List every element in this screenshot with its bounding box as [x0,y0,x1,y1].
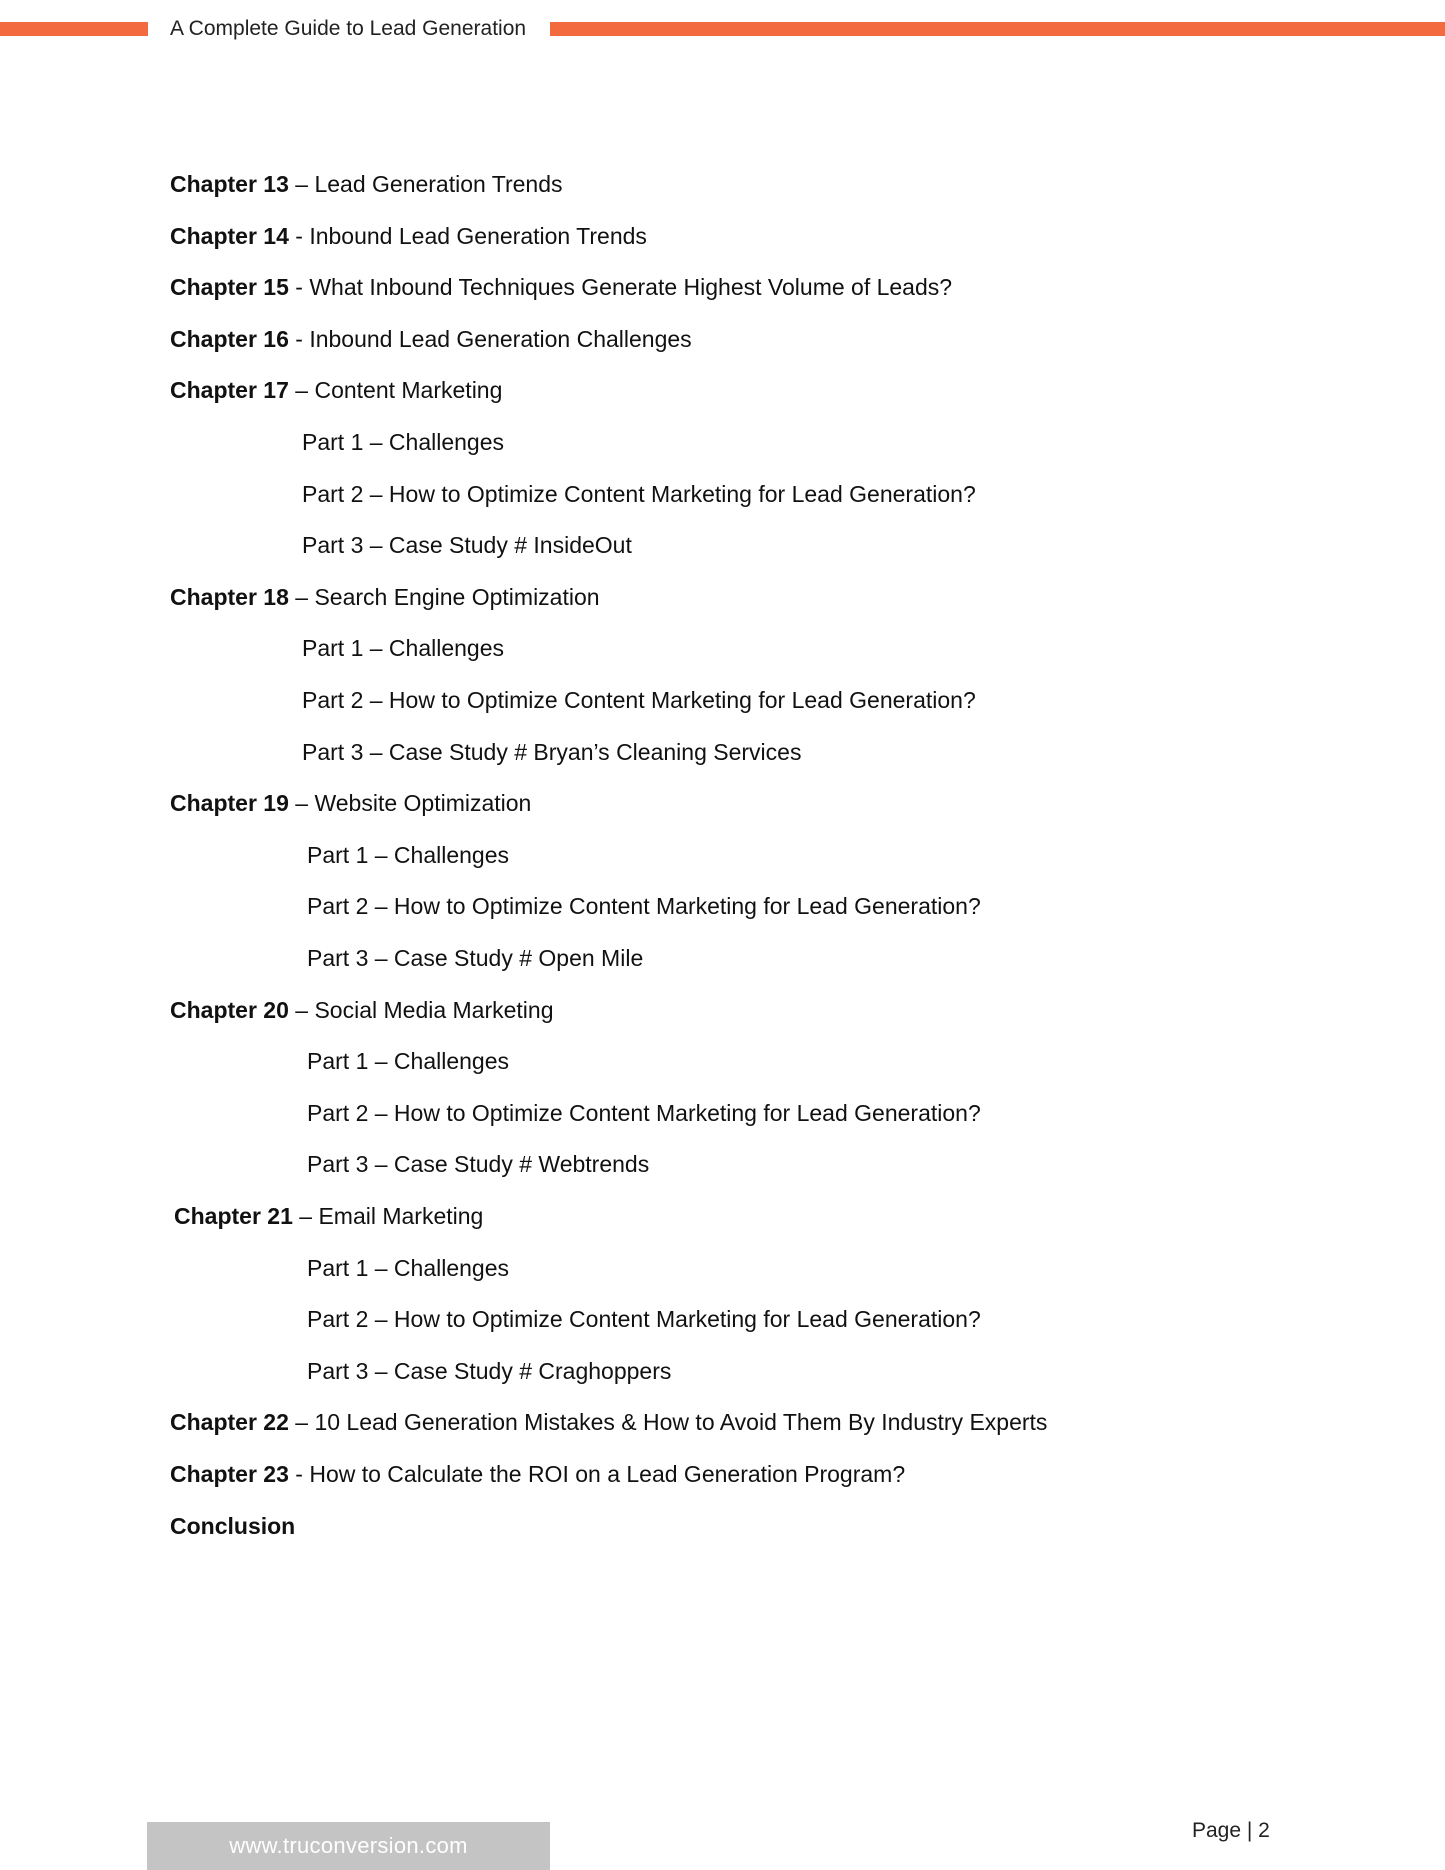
toc-entry-title: Part 2 – How to Optimize Content Marketing for Lead Generation? [307,1099,981,1126]
toc-separator: – [288,790,315,817]
toc-entry-title: Part 2 – How to Optimize Content Marketing for Lead Generation? [307,893,981,920]
toc-separator: – [288,171,315,197]
toc-entry-title: Part 1 – Challenges [302,635,505,662]
toc-entry-title: Part 2 – How to Optimize Content Marketing for Lead Generation? [302,480,976,507]
toc-chapter-entry [170,272,952,302]
toc-separator: – [288,377,315,404]
toc-entry-title: Inbound Lead Generation Trends [309,222,647,249]
toc-separator: - [288,325,310,352]
toc-entry-title: Part 1 – Challenges [307,1048,510,1075]
toc-part-entry [307,1356,671,1386]
toc-chapter-entry [170,375,502,405]
document-header-title: A Complete Guide to Lead Generation [170,17,527,40]
toc-chapter-label: Chapter 17 [170,377,289,404]
toc-part-entry [302,737,801,767]
toc-chapter-label: Chapter 21 [174,1203,293,1229]
footer-website-url: www.truconversion.com [229,1833,468,1858]
toc-entry-title: Part 3 – Case Study # Bryan’s Cleaning Services [302,738,802,765]
toc-chapter-entry [170,1459,905,1489]
toc-entry-title: Lead Generation Trends [314,171,563,197]
toc-entry-title: What Inbound Techniques Generate Highest Volume of Leads? [309,274,953,301]
toc-separator: – [288,1409,315,1436]
toc-chapter-label: Chapter 16 [170,325,289,352]
toc-entry-title: Part 1 – Challenges [307,841,510,868]
toc-chapter-label: Chapter 20 [170,996,289,1023]
toc-chapter-entry [170,1407,1047,1437]
toc-chapter-entry [170,221,647,251]
toc-entry-title: Part 3 – Case Study # Craghoppers [307,1357,672,1384]
toc-entry-title: Email Marketing [318,1203,484,1229]
toc-chapter-label: Chapter 18 [170,583,289,610]
toc-part-entry [302,427,504,457]
toc-entry-title: Website Optimization [314,790,532,817]
toc-part-entry [307,943,643,973]
toc-entry-title: Social Media Marketing [314,996,554,1023]
toc-entry-title: Inbound Lead Generation Challenges [309,325,692,352]
page-number: Page | 2 [1192,1819,1270,1842]
toc-separator: – [288,583,315,610]
toc-chapter-entry [170,169,563,199]
toc-entry-title: How to Calculate the ROI on a Lead Generation Program? [309,1461,906,1487]
toc-entry-title: Search Engine Optimization [314,583,600,610]
footer-url-box [147,1822,550,1870]
toc-part-entry [302,530,632,560]
toc-part-entry [307,1253,509,1283]
toc-part-entry [307,1098,981,1128]
toc-chapter-label: Chapter 13 [170,171,289,197]
toc-separator: – [288,996,315,1023]
toc-entry-title: Part 3 – Case Study # Open Mile [307,945,644,971]
toc-entry-title: 10 Lead Generation Mistakes & How to Avoid Them By Industry Experts [314,1409,1048,1436]
toc-chapter-entry [170,324,692,354]
toc-chapter-label: Chapter 15 [170,274,289,301]
toc-separator: - [288,222,310,249]
toc-chapter-entry [170,1511,295,1541]
toc-chapter-label: Chapter 22 [170,1409,289,1436]
toc-chapter-label: Conclusion [170,1512,296,1539]
toc-entry-title: Part 3 – Case Study # Webtrends [307,1151,650,1178]
toc-separator: - [288,1461,310,1487]
toc-part-entry [302,685,976,715]
toc-entry-title: Part 2 – How to Optimize Content Marketing for Lead Generation? [302,687,976,713]
toc-part-entry [307,1149,649,1179]
toc-entry-title: Content Marketing [314,377,503,404]
toc-part-entry [302,633,504,663]
toc-chapter-label: Chapter 14 [170,222,289,249]
toc-separator: – [292,1203,319,1229]
toc-chapter-label: Chapter 19 [170,790,289,817]
toc-entry-title: Part 1 – Challenges [302,429,505,455]
toc-chapter-label: Chapter 23 [170,1461,289,1487]
toc-entry-title: Part 3 – Case Study # InsideOut [302,532,632,559]
toc-entry-title: Part 1 – Challenges [307,1254,510,1281]
toc-chapter-entry [170,582,600,612]
toc-chapter-entry [174,1201,483,1231]
toc-part-entry [307,1304,981,1334]
header-accent-bar-right [550,22,1445,36]
toc-chapter-entry [170,788,531,818]
toc-part-entry [307,1046,509,1076]
toc-entry-title: Part 2 – How to Optimize Content Marketing for Lead Generation? [307,1306,981,1333]
toc-part-entry [307,840,509,870]
toc-separator: - [288,274,310,301]
toc-part-entry [307,891,981,921]
toc-chapter-entry [170,995,554,1025]
toc-part-entry [302,479,976,509]
header-accent-bar-left [0,22,148,36]
